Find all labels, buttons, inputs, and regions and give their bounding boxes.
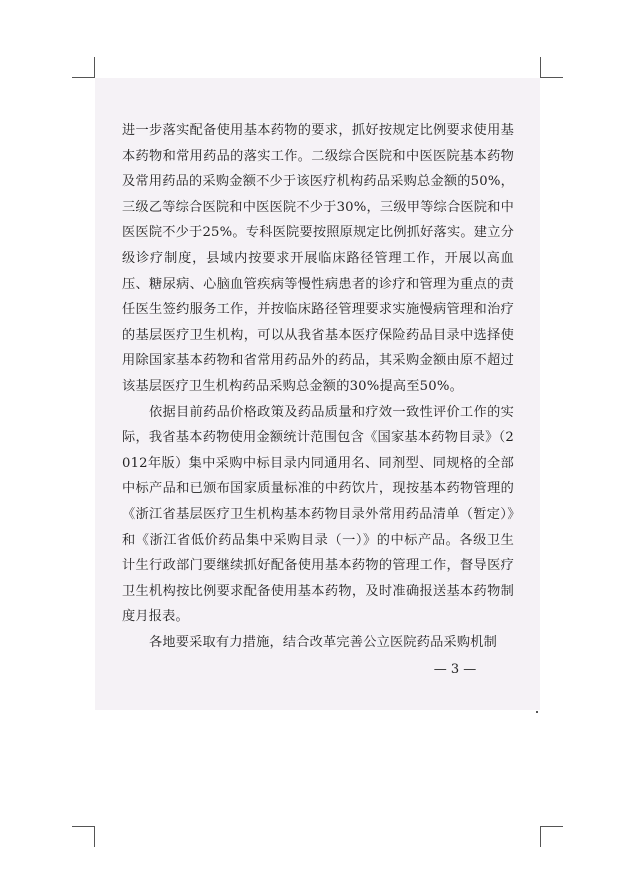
crop-mark-top-right-vertical xyxy=(540,57,541,78)
crop-mark-top-right-horizontal xyxy=(540,77,563,78)
page-number: — 3 — xyxy=(433,662,477,677)
crop-mark-top-left-horizontal xyxy=(72,77,95,78)
scan-speck xyxy=(536,711,538,713)
crop-mark-bottom-right-horizontal xyxy=(540,826,563,827)
document-body xyxy=(122,118,514,655)
crop-mark-bottom-left-horizontal xyxy=(72,826,95,827)
paragraph-1: 进一步落实配备使用基本药物的要求，抓好按规定比例要求使用基本药物和常用药品的落实工作。二级综合医院和中医医院基本药物及常用药品的采购金额不少于该医疗机构药品采购总金额的50%，三级乙等综合医院和中医医院不少于30%，三级甲等综合医院和中医医院不少于25%。专科医院要按照原规定比例抓好落实。建立分级诊疗制度，县域内按要求开展临床路径管理工作，开展以高血压、糖尿病、心脑血管疾病等慢性病患者的诊疗和管理为重点的责任医生签约服务工作，并按临床路径管理要求实施慢病管理和治疗的基层医疗卫生机构，可以从我省基本医疗保险药品目录中选择使用除国家基本药物和省常用药品外的药品，其采购金额由原不超过该基层医疗卫生机构药品采购总金额的30%提高至50%。 xyxy=(122,123,514,394)
crop-mark-top-left-vertical xyxy=(94,57,95,78)
paragraph-2: 依据目前药品价格政策及药品质量和疗效一致性评价工作的实际，我省基本药物使用金额统计范围包含《国家基本药物目录》（2012年版）集中采购中标目录内同通用名、同剂型、同规格的全部中标产品和已颁布国家质量标准的中药饮片，现按基本药物管理的《浙江省基层医疗卫生机构基本药物目录外常用药品清单（暂定）》和《浙江省低价药品集中采购目录（一）》的中标产品。各级卫生计生行政部门要继续抓好配备使用基本药物的管理工作，督导医疗卫生机构按比例要求配备使用基本药物，及时准确报送基本药物制度月报表。 xyxy=(122,404,514,625)
crop-mark-bottom-right-vertical xyxy=(540,826,541,847)
crop-mark-bottom-left-vertical xyxy=(94,826,95,847)
paragraph-3: 各地要采取有力措施，结合改革完善公立医院药品采购机制 xyxy=(149,634,498,650)
